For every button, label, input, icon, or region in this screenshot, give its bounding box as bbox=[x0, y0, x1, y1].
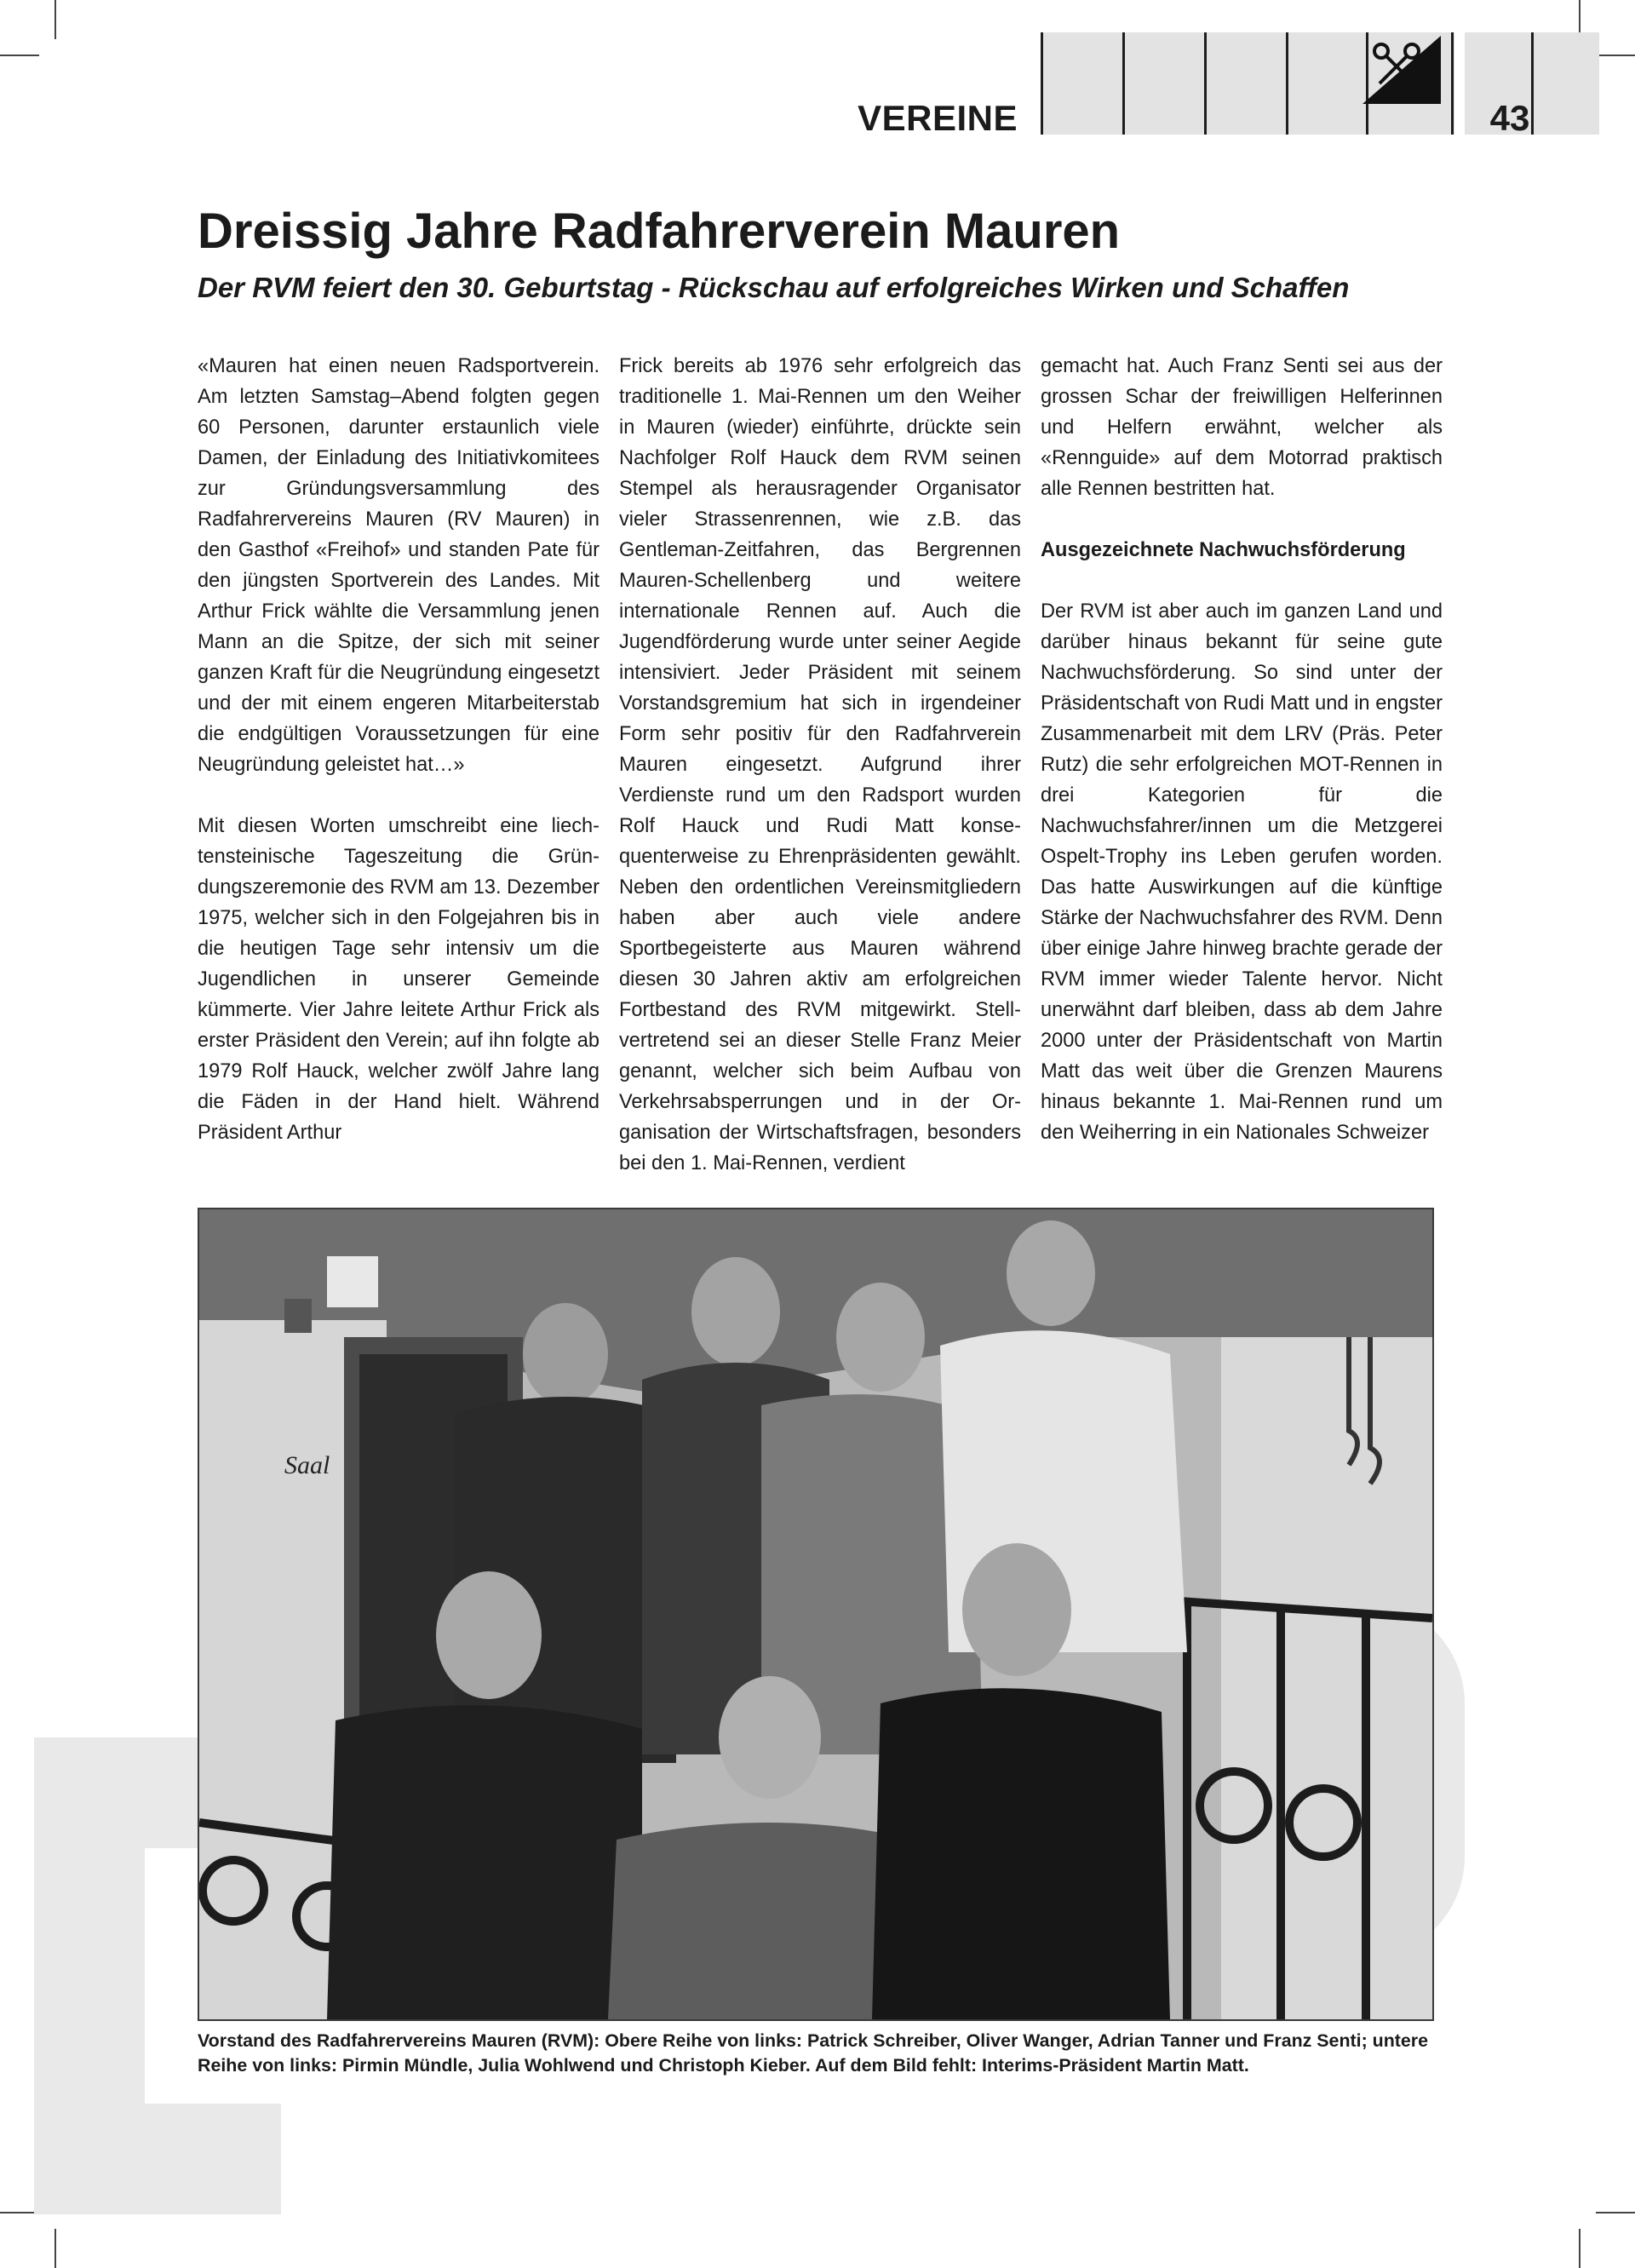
section-heading: Ausgezeichnete Nachwuchsförderung bbox=[1041, 539, 1406, 561]
article-title: Dreissig Jahre Radfahrerverein Mauren bbox=[198, 204, 1121, 259]
paragraph: Frick bereits ab 1976 sehr erfolgreich das traditionelle 1. Mai-Rennen um den Weiher in Mauren (wieder) einführte, drückte sein Nachfolger Rolf Hauck dem RVM seinen Stempel als herausragender Organisator vieler Strassenrennen, wie z.B. das Gentleman-Zeitfahren, das Bergrennen Mauren-Schellenberg und weitere internationale Rennen auf. Auch die Jugendförderung wurde unter seiner Aegide intensiviert. Jeder Präsident mit seinem Vorstandsgremium hat sich in irgendeiner Form sehr positiv für den Radfahrverein Mauren eingesetzt. Aufgrund ihrer Verdienste rund um den Radsport wurden Rolf Hauck und Rudi Matt konsequenterweise zu Ehrenpräsidenten gewählt. Neben den ordentlichen Vereinsmitgliedern haben aber auch viele andere Sportbegeisterte aus Mauren während diesen 30 Jahren aktiv am erfolgreichen Fortbestand des RVM mitgewirkt. Stellvertretend sei an dieser Stelle Franz Meier genannt, welcher sich beim Aufbau von Verkehrsabsperrungen und in der Organisation der Wirtschaftsfragen, besonders bei den 1. Mai-Rennen, verdient bbox=[619, 355, 1021, 1174]
page-number: 43 bbox=[1489, 98, 1530, 138]
header-rule bbox=[1286, 32, 1288, 135]
paragraph: Der RVM ist aber auch im ganzen Land und darüber hinaus bekannt für seine gute Nachwuchsförderung. So sind unter der Präsidentschaft von Rudi Matt und in engster Zusammenarbeit mit dem LRV (Präs. Peter Rutz) die sehr erfolgreichen MOT-Rennen in drei Kategorien für die Nachwuchsfahrer/innen um die Metzgerei Ospelt-Trophy ins Leben gerufen worden. Das hatte Auswirkungen auf die künftige Stärke der Nachwuchsfahrer des RVM. Denn über einige Jahre hinweg brachte gerade der RVM immer wieder Talente hervor. Nicht unerwähnt darf bleiben, dass ab dem Jahre 2000 unter der Präsidentschaft von Martin Matt das weit über die Grenzen Maurens hinaus bekannte 1. Mai-Rennen rund um den Weiherring in ein Nationales Schweizer bbox=[1041, 600, 1443, 1144]
crop-mark bbox=[1596, 55, 1635, 56]
group-photo bbox=[198, 1208, 1434, 2021]
group-photo-illustration bbox=[199, 1209, 1432, 2019]
text-column-3 bbox=[1041, 351, 1443, 1148]
header-rule bbox=[1122, 32, 1125, 135]
header-rule bbox=[1451, 32, 1454, 135]
header-gap bbox=[1454, 32, 1465, 135]
paragraph: Mit diesen Worten umschreibt eine liechtensteinische Tageszeitung die Gründungszeremonie des RVM am 13. Dezember 1975, welcher sich in den Folgejahren bis in die heutigen Tage sehr intensiv um die Jugendlichen in unserer Gemeinde kümmerte. Vier Jahre leitete Arthur Frick als erster Präsident den Verein; auf ihn folgte ab 1979 Rolf Hauck, welcher zwölf Jahre lang die Fäden in der Hand hielt. Während Präsident Arthur bbox=[198, 815, 600, 1144]
text-column-1 bbox=[198, 351, 600, 1148]
header-rule bbox=[1041, 32, 1043, 135]
door-sign: Saal bbox=[284, 1451, 330, 1479]
header-rule bbox=[1204, 32, 1207, 135]
crop-mark bbox=[1579, 2229, 1580, 2268]
crop-mark bbox=[54, 0, 56, 39]
paragraph: «Mauren hat einen neuen Radsportverein. Am letzten Samstag–Abend folgten gegen 60 Personen, darunter erstaunlich viele Damen, der Einladung des Initiativkomitees zur Gründungsversammlung des Radfahrervereins Mauren (RV Mauren) in den Gasthof «Freihof» und standen Pate für den jüngsten Sportverein des Landes. Mit Arthur Frick wählte die Versammlung jenen Mann an die Spitze, der sich mit seiner ganzen Kraft für die Neugründung eingesetzt und der mit einem engeren Mitarbeiterstab die endgültigen Voraussetzungen für eine Neugründung geleistet hat…» bbox=[198, 355, 600, 776]
crop-mark bbox=[0, 55, 39, 56]
crossed-keys-icon bbox=[1362, 36, 1441, 104]
photo-caption: Vorstand des Radfahrervereins Mauren (RVM): Obere Reihe von links: Patrick Schreiber, Oliver Wanger, Adrian Tanner und Franz Senti; untere Reihe von links: Pirmin Mündle, Julia Wohlwend und Christoph Kieber. Auf dem Bild fehlt: Interims-Präsident Martin Matt. bbox=[198, 2030, 1429, 2076]
crop-mark bbox=[1596, 2212, 1635, 2213]
text-column-2 bbox=[619, 351, 1021, 1179]
section-label: VEREINE bbox=[858, 98, 1018, 138]
paragraph: gemacht hat. Auch Franz Senti sei aus der grossen Schar der freiwilligen Helferinnen und Helfern erwähnt, welcher als «Rennguide» auf dem Motorrad praktisch alle Rennen bestritten hat. bbox=[1041, 355, 1443, 500]
article-subtitle: Der RVM feiert den 30. Geburtstag - Rückschau auf erfolgreiches Wirken und Schaffen bbox=[198, 272, 1350, 303]
